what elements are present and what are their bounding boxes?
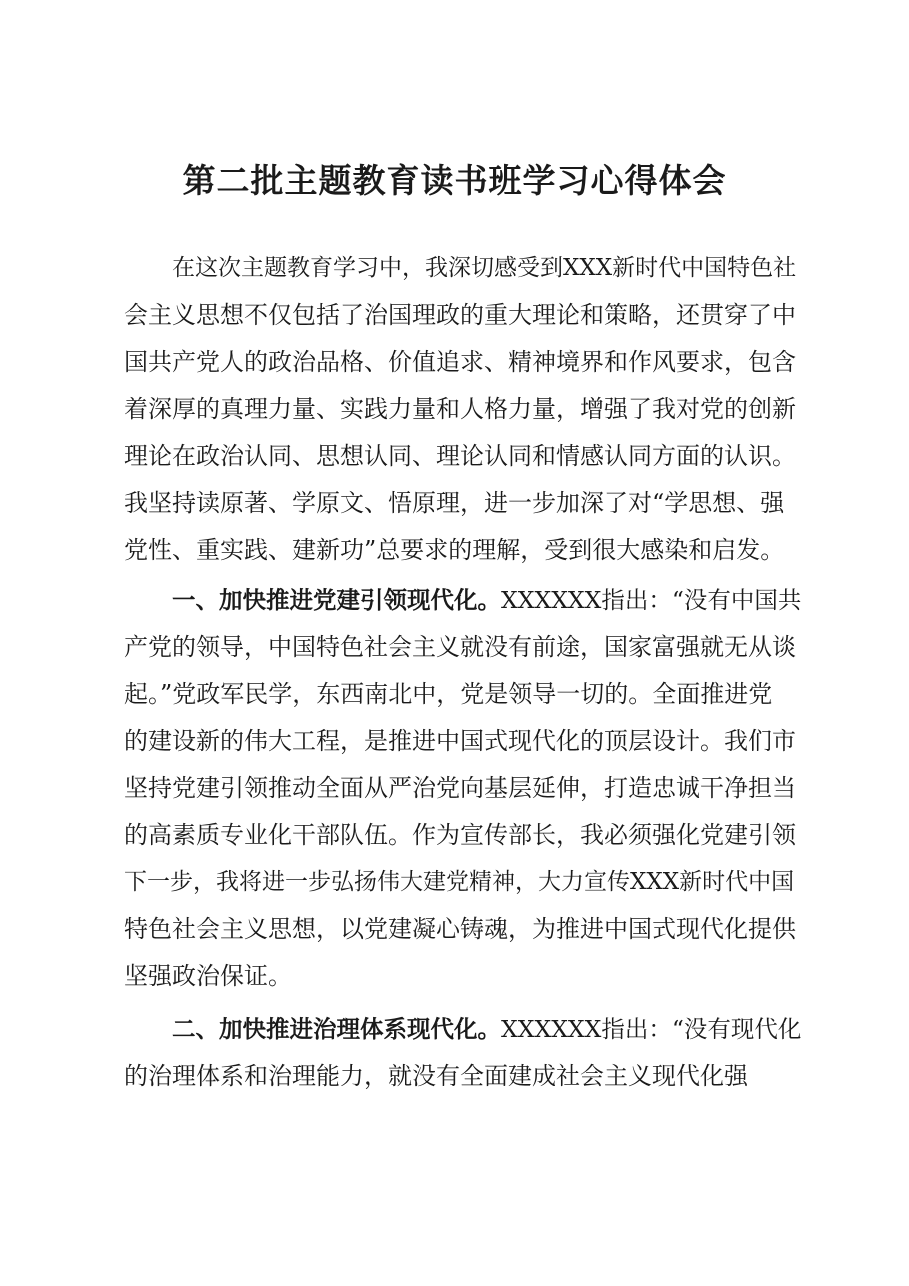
paragraph-line: 在这次主题教育学习中，我深切感受到XXX新时代中国特色社: [172, 255, 797, 281]
paragraph-line: 特色社会主义思想，以党建凝心铸魂，为推进中国式现代化提供: [124, 915, 796, 943]
paragraph-line: 的高素质专业化干部队伍。作为宣传部长，我必须强化党建引领: [124, 821, 796, 849]
paragraph-line: 的治理体系和治理能力，就没有全面建成社会主义现代化强: [124, 1062, 748, 1090]
section-heading: 二、加快推进治理体系现代化。: [172, 1015, 501, 1043]
paragraph-line: 坚持党建引领推动全面从严治党向基层延伸，打造忠诚干净担当: [124, 774, 796, 802]
paragraph-line: 理论在政治认同、思想认同、理论认同和情感认同方面的认识。: [124, 442, 796, 470]
paragraph-line: 国共产党人的政治品格、价值追求、精神境界和作风要求，包含: [124, 348, 796, 376]
paragraph-line: 我坚持读原著、学原文、悟原理，进一步加深了对“学思想、强: [124, 489, 785, 517]
section-first-line: [172, 584, 801, 616]
paragraph-line: 起。”党政军民学，东西南北中，党是领导一切的。全面推进党: [124, 680, 773, 708]
paragraph-line: 下一步，我将进一步弘扬伟大建党精神，大力宣传XXX新时代中国: [124, 869, 795, 895]
paragraph-line: 党性、重实践、建新功”总要求的理解，受到很大感染和启发。: [124, 536, 785, 564]
section-text: XXXXXX指出：“没有现代化: [501, 1015, 802, 1043]
paragraph-line: 产党的领导，中国特色社会主义就没有前途，国家富强就无从谈: [124, 633, 796, 661]
section-first-line: [172, 1013, 801, 1045]
section-text: XXXXXX指出：“没有中国共: [501, 586, 802, 614]
section-heading: 一、加快推进党建引领现代化。: [172, 586, 501, 614]
paragraph-line: 的建设新的伟大工程，是推进中国式现代化的顶层设计。我们市: [124, 727, 796, 755]
paragraph-line: 着深厚的真理力量、实践力量和人格力量，增强了我对党的创新: [124, 395, 796, 423]
paragraph-line: 会主义思想不仅包括了治国理政的重大理论和策略，还贯穿了中: [124, 301, 796, 329]
paragraph-line: 坚强政治保证。: [124, 962, 292, 990]
document-title: 第二批主题教育读书班学习心得体会: [182, 161, 727, 200]
